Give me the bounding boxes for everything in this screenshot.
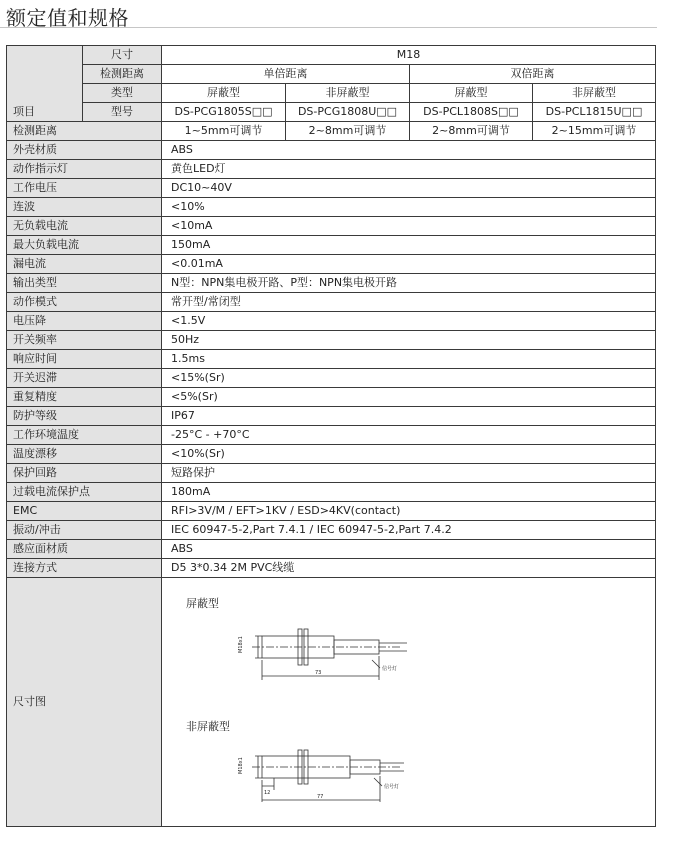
model-cell: DS-PCG1805S□□ xyxy=(162,103,286,122)
spec-value: -25°C - +70°C xyxy=(162,426,656,445)
detect-distance-value: 1~5mm可调节 xyxy=(162,122,286,141)
size-value: M18 xyxy=(162,46,656,65)
spec-value: <15%(Sr) xyxy=(162,369,656,388)
spec-label: 振动/冲击 xyxy=(7,521,162,540)
spec-label: 连波 xyxy=(7,198,162,217)
unshielded-label: 非屏蔽型 xyxy=(186,720,230,733)
page-title: 额定值和规格 xyxy=(6,6,129,30)
spec-value: 短路保护 xyxy=(162,464,656,483)
spec-row xyxy=(7,369,656,388)
table-bottom-rule xyxy=(6,826,655,827)
spec-label: 工作环境温度 xyxy=(7,426,162,445)
spec-label: EMC xyxy=(7,502,162,521)
spec-value: 150mA xyxy=(162,236,656,255)
spec-value: <10%(Sr) xyxy=(162,445,656,464)
spec-row xyxy=(7,179,656,198)
type-cell: 非屏蔽型 xyxy=(286,84,410,103)
spec-row xyxy=(7,445,656,464)
spec-label: 重复精度 xyxy=(7,388,162,407)
spec-row xyxy=(7,540,656,559)
dimension-drawings xyxy=(162,578,656,827)
spec-label: 工作电压 xyxy=(7,179,162,198)
shielded-led: 信号灯 xyxy=(382,666,398,672)
unshielded-front: 12 xyxy=(264,790,271,796)
single-distance: 单倍距离 xyxy=(162,65,410,84)
spec-label: 防护等级 xyxy=(7,407,162,426)
spec-row xyxy=(7,198,656,217)
spec-value: <1.5V xyxy=(162,312,656,331)
model-cell: DS-PCL1808S□□ xyxy=(410,103,533,122)
unshielded-drawing xyxy=(222,738,422,818)
type-label: 类型 xyxy=(83,84,162,103)
spec-label: 开关迟滞 xyxy=(7,369,162,388)
dimension-row xyxy=(7,578,656,827)
spec-label: 保护回路 xyxy=(7,464,162,483)
spec-row xyxy=(7,255,656,274)
title-divider xyxy=(0,27,657,28)
spec-label: 动作模式 xyxy=(7,293,162,312)
spec-value: <10% xyxy=(162,198,656,217)
spec-label: 动作指示灯 xyxy=(7,160,162,179)
shielded-length: 73 xyxy=(315,670,322,676)
model-cell: DS-PCG1808U□□ xyxy=(286,103,410,122)
type-cell: 屏蔽型 xyxy=(162,84,286,103)
unshielded-thread: M18x1 xyxy=(238,757,244,774)
spec-table xyxy=(6,45,656,827)
spec-row xyxy=(7,274,656,293)
spec-value: RFI>3V/M / EFT>1KV / ESD>4KV(contact) xyxy=(162,502,656,521)
spec-row xyxy=(7,160,656,179)
spec-row xyxy=(7,217,656,236)
shielded-drawing xyxy=(222,616,422,702)
spec-value: <0.01mA xyxy=(162,255,656,274)
detect-distance-value: 2~8mm可调节 xyxy=(410,122,533,141)
spec-row xyxy=(7,388,656,407)
spec-value: 50Hz xyxy=(162,331,656,350)
spec-label: 外壳材质 xyxy=(7,141,162,160)
model-cell: DS-PCL1815U□□ xyxy=(533,103,656,122)
detect-distance-value: 2~8mm可调节 xyxy=(286,122,410,141)
spec-value: ABS xyxy=(162,141,656,160)
spec-value: <5%(Sr) xyxy=(162,388,656,407)
model-label: 型号 xyxy=(83,103,162,122)
spec-label: 开关频率 xyxy=(7,331,162,350)
spec-value: 1.5ms xyxy=(162,350,656,369)
spec-row xyxy=(7,483,656,502)
unshielded-led: 信号灯 xyxy=(384,784,400,790)
spec-row xyxy=(7,521,656,540)
spec-value: IEC 60947-5-2,Part 7.4.1 / IEC 60947-5-2,Part 7.4.2 xyxy=(162,521,656,540)
spec-row xyxy=(7,559,656,578)
spec-label: 过载电流保护点 xyxy=(7,483,162,502)
shielded-label: 屏蔽型 xyxy=(186,597,219,610)
dimension-label: 尺寸图 xyxy=(7,578,162,827)
spec-label: 最大负载电流 xyxy=(7,236,162,255)
spec-value: ABS xyxy=(162,540,656,559)
type-cell: 非屏蔽型 xyxy=(533,84,656,103)
spec-row xyxy=(7,312,656,331)
spec-value: 180mA xyxy=(162,483,656,502)
spec-value: 常开型/常闭型 xyxy=(162,293,656,312)
spec-value: IP67 xyxy=(162,407,656,426)
size-label: 尺寸 xyxy=(83,46,162,65)
spec-label: 漏电流 xyxy=(7,255,162,274)
spec-label: 感应面材质 xyxy=(7,540,162,559)
project-label: 项目 xyxy=(7,46,83,122)
spec-value: 黄色LED灯 xyxy=(162,160,656,179)
spec-row xyxy=(7,331,656,350)
double-distance: 双倍距离 xyxy=(410,65,656,84)
spec-label: 连接方式 xyxy=(7,559,162,578)
spec-value: D5 3*0.34 2M PVC线缆 xyxy=(162,559,656,578)
detect-distance-label: 检测距离 xyxy=(7,122,162,141)
detect-distance-value: 2~15mm可调节 xyxy=(533,122,656,141)
spec-row xyxy=(7,407,656,426)
spec-row xyxy=(7,236,656,255)
spec-label: 响应时间 xyxy=(7,350,162,369)
unshielded-length: 77 xyxy=(317,794,324,800)
type-cell: 屏蔽型 xyxy=(410,84,533,103)
spec-value: DC10~40V xyxy=(162,179,656,198)
spec-row xyxy=(7,426,656,445)
detect-type-label: 检测距离 xyxy=(83,65,162,84)
spec-row xyxy=(7,293,656,312)
spec-label: 温度漂移 xyxy=(7,445,162,464)
spec-row xyxy=(7,141,656,160)
spec-row xyxy=(7,350,656,369)
spec-label: 电压降 xyxy=(7,312,162,331)
spec-row xyxy=(7,502,656,521)
shielded-thread: M18x1 xyxy=(238,636,244,653)
spec-row xyxy=(7,464,656,483)
spec-value: N型：NPN集电极开路、P型：NPN集电极开路 xyxy=(162,274,656,293)
spec-label: 输出类型 xyxy=(7,274,162,293)
spec-value: <10mA xyxy=(162,217,656,236)
spec-label: 无负载电流 xyxy=(7,217,162,236)
